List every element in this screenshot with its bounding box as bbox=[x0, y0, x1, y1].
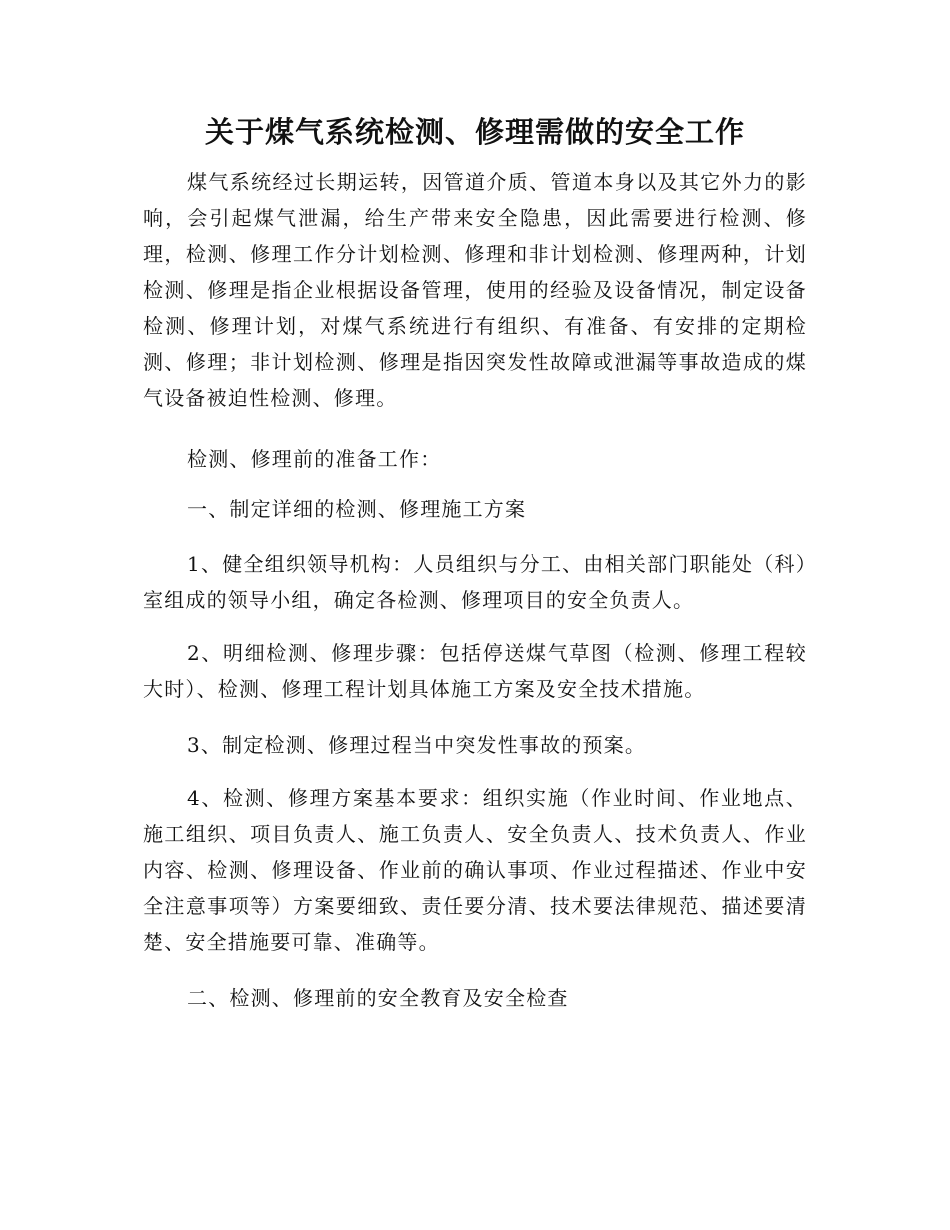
paragraph-intro: 煤气系统经过长期运转，因管道介质、管道本身以及其它外力的影响，会引起煤气泄漏，给生产带来安全隐患，因此需要进行检测、修理，检测、修理工作分计划检测、修理和非计划检测、修理两种，计划检测、修理是指企业根据设备管理，使用的经验及设备情况，制定设备检测、修理计划，对煤气系统进行有组织、有准备、有安排的定期检测、修理；非计划检测、修理是指因突发性故障或泄漏等事故造成的煤气设备被迫性检测、修理。 bbox=[143, 170, 807, 410]
list-item-3: 3、制定检测、修理过程当中突发性事故的预案。 bbox=[187, 733, 647, 757]
document-title: 关于煤气系统检测、修理需做的安全工作 bbox=[204, 115, 745, 149]
list-item-1: 1、健全组织领导机构：人员组织与分工、由相关部门职能处（科）室组成的领导小组，确定各检测、修理项目的安全负责人。 bbox=[143, 552, 807, 612]
list-item-2: 2、明细检测、修理步骤：包括停送煤气草图（检测、修理工程较大时）、检测、修理工程计划具体施工方案及安全技术措施。 bbox=[143, 641, 807, 701]
section-heading-two: 二、检测、修理前的安全教育及安全检查 bbox=[187, 986, 569, 1010]
list-item-4: 4、检测、修理方案基本要求：组织实施（作业时间、作业地点、施工组织、项目负责人、施工负责人、安全负责人、技术负责人、作业内容、检测、修理设备、作业前的确认事项、作业过程描述、作业中安全注意事项等）方案要细致、责任要分清、技术要法律规范、描述要清楚、安全措施要可靠、准确等。 bbox=[143, 786, 807, 954]
paragraph-preparation-heading: 检测、修理前的准备工作： bbox=[187, 447, 442, 471]
section-heading-one: 一、制定详细的检测、修理施工方案 bbox=[187, 497, 527, 521]
